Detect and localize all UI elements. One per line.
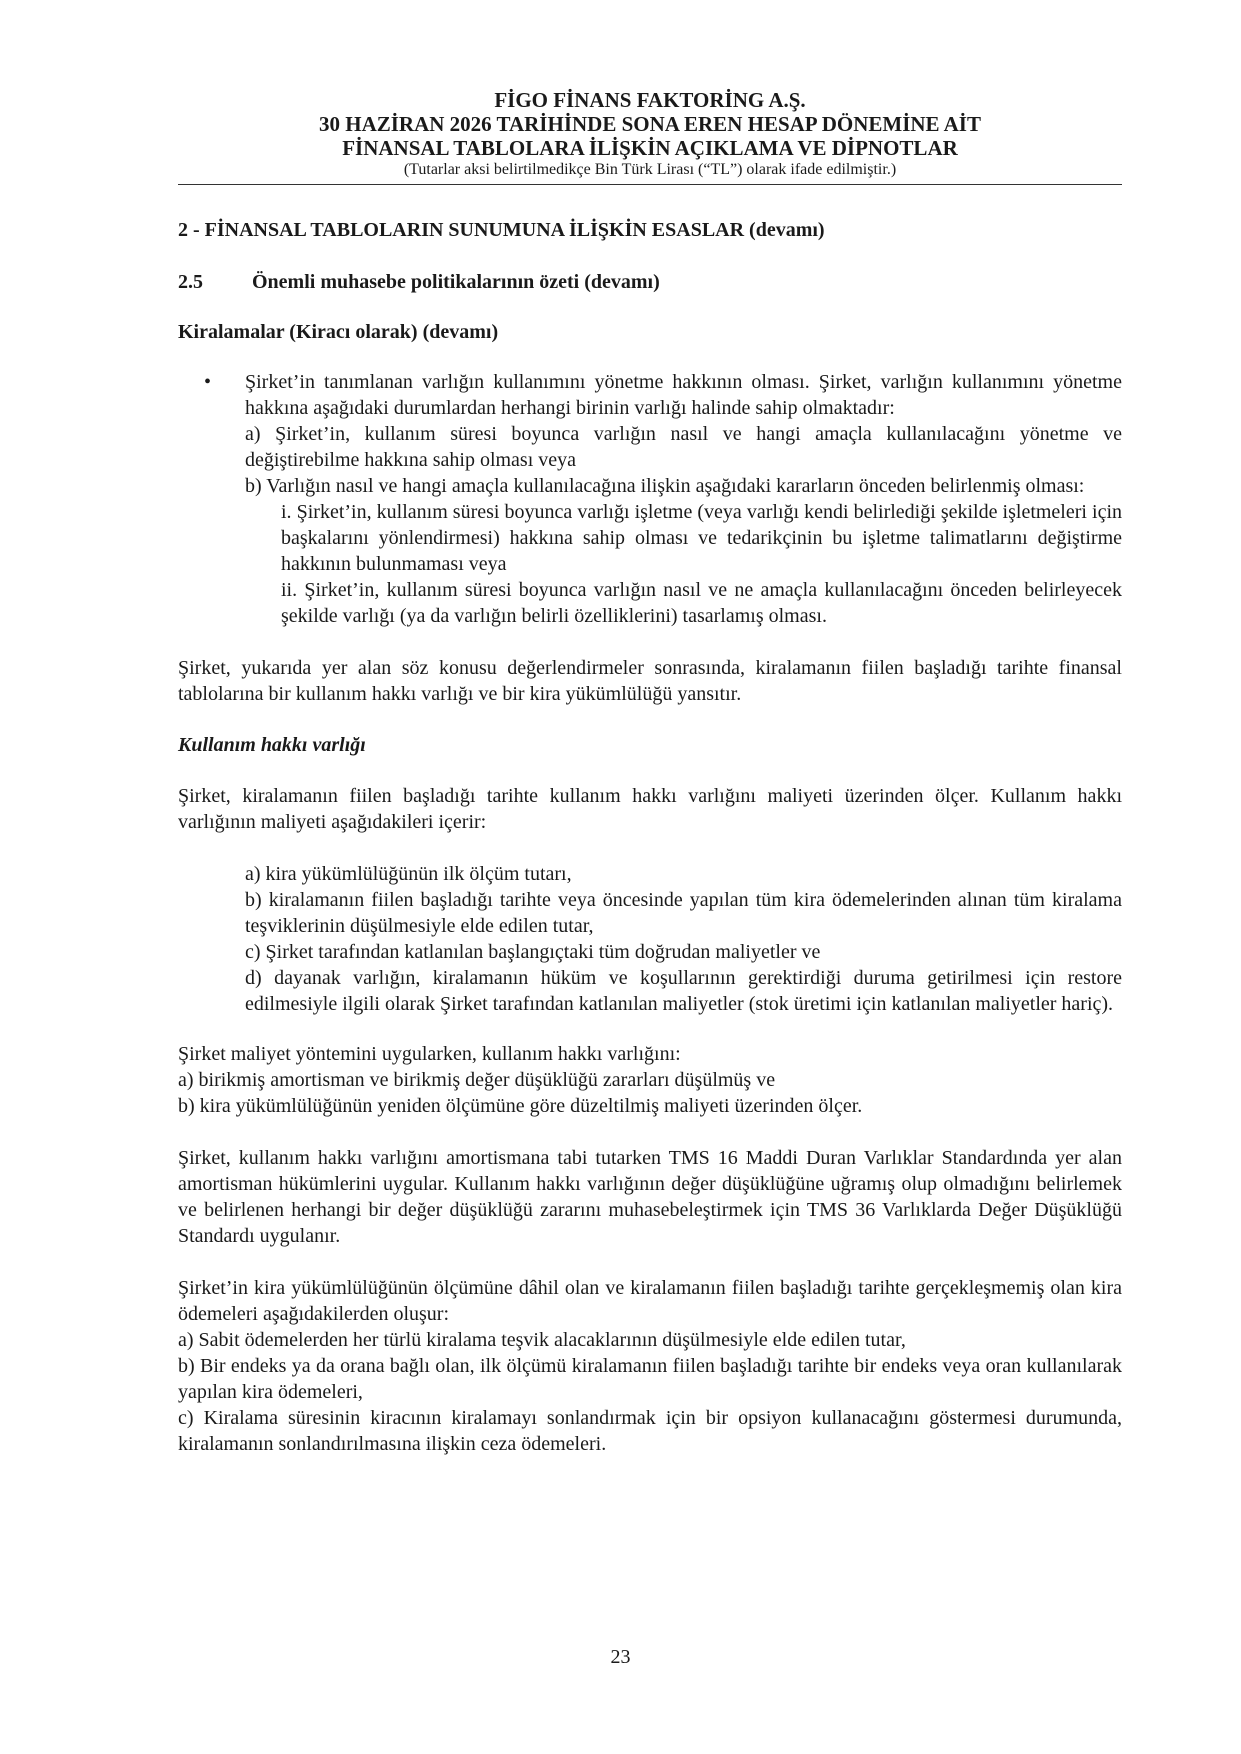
bullet-intro: Şirket’in tanımlanan varlığın kullanımını yönetme hakkının olması. Şirket, varlığın kullanımını yönetme hakkına aşağıdaki durumlardan herhangi birinin varlığı halinde sahip olmaktadır:: [245, 371, 1122, 419]
period-title: 30 HAZİRAN 2026 TARİHİNDE SONA EREN HESAP DÖNEMİNE AİT: [318, 112, 981, 136]
currency-note: (Tutarlar aksi belirtilmedikçe Bin Türk Lirası (“TL”) olarak ifade edilmiştir.): [403, 161, 897, 178]
company-name: FİGO FİNANS FAKTORİNG A.Ş.: [494, 88, 806, 112]
list-item: b) kiralamanın fiilen başladığı tarihte veya öncesinde yapılan tüm kira ödemelerinden alınan tüm kiralama teşviklerinin düşülmesiyle elde edilen tutar,: [245, 889, 1122, 937]
section-heading: 2 - FİNANSAL TABLOLARIN SUNUMUNA İLİŞKİN ESASLAR (devamı): [178, 219, 825, 241]
cost-method-b: b) kira yükümlülüğünün yeniden ölçümüne göre düzeltilmiş maliyeti üzerinden ölçer.: [178, 1095, 863, 1117]
bullet-option-ii: ii. Şirket’in, kullanım süresi boyunca varlığın nasıl ve ne amaçla kullanılacağını önceden belirleyecek şekilde varlığı (ya da varlığın belirli özelliklerini) tasarlamış olması.: [281, 579, 1122, 627]
document-page: [178, 88, 1122, 1457]
liability-item-a: a) Sabit ödemelerden her türlü kiralama teşvik alacaklarının düşülmesiyle elde edilen tutar,: [178, 1329, 906, 1351]
bullet-item: [178, 369, 1122, 629]
bullet-option-a: a) Şirket’in, kullanım süresi boyunca varlığın nasıl ve hangi amaçla kullanılacağını yönetme ve değiştirebilme hakkına sahip olması veya: [245, 423, 1122, 471]
depreciation-paragraph: Şirket, kullanım hakkı varlığını amortismana tabi tutarken TMS 16 Maddi Duran Varlıklar Standardında yer alan amortisman hükümlerini uygular. Kullanım hakkı varlığının değer düşüklüğüne uğramış olup olmadığını belirlemek ve belirlenen herhangi bir değer düşüklüğü zararını muhasebeleştirmek için TMS 36 Varlıklarda Değer Düşüklüğü Standardı uygulanır.: [178, 1147, 1122, 1247]
bullet-sublist: [245, 499, 1122, 629]
document-title: FİNANSAL TABLOLARA İLİŞKİN AÇIKLAMA VE DİPNOTLAR: [342, 136, 958, 160]
bullet-option-i: i. Şirket’in, kullanım süresi boyunca varlığı işletme (veya varlığı kendi belirlediği şekilde işletmeleri için başkalarını yönlendirmesi) hakkına sahip olması ve tedarikçinin bu işletme talimatlarını değiştirme hakkının bulunmaması veya: [281, 501, 1122, 575]
liability-item-b: b) Bir endeks ya da orana bağlı olan, ilk ölçümü kiralamanın fiilen başladığı tarihte bir endeks veya oran kullanılarak yapılan kira ödemeleri,: [178, 1355, 1122, 1403]
liability-item-c: c) Kiralama süresinin kiracının kiralamayı sonlandırmak için bir opsiyon kullanacağını göstermesi durumunda, kiralamanın sonlandırılmasına ilişkin ceza ödemeleri.: [178, 1407, 1122, 1455]
subsection-title: Önemli muhasebe politikalarının özeti (devamı): [252, 271, 660, 293]
cost-method-intro: Şirket maliyet yöntemini uygularken, kullanım hakkı varlığını:: [178, 1043, 681, 1065]
rou-heading: Kullanım hakkı varlığı: [178, 734, 366, 756]
subsection-heading: [178, 270, 1122, 294]
list-item: a) kira yükümlülüğünün ilk ölçüm tutarı,: [245, 863, 572, 885]
bullet-option-b: b) Varlığın nasıl ve hangi amaçla kullanılacağına ilişkin aşağıdaki kararların önceden belirlenmiş olması:: [245, 475, 1085, 497]
rou-cost-list: [178, 861, 1122, 1017]
bullet-icon: •: [204, 371, 212, 393]
page-number: 23: [610, 1646, 631, 1668]
rou-intro: Şirket, kiralamanın fiilen başladığı tarihte kullanım hakkı varlığını maliyeti üzerinden ölçer. Kullanım hakkı varlığının maliyeti aşağıdakileri içerir:: [178, 785, 1122, 833]
list-item: c) Şirket tarafından katlanılan başlangıçtaki tüm doğrudan maliyetler ve: [245, 941, 821, 963]
liability-intro: Şirket’in kira yükümlülüğünün ölçümüne dâhil olan ve kiralamanın fiilen başladığı tarihte gerçekleşmemiş olan kira ödemeleri aşağıdakilerden oluşur:: [178, 1277, 1122, 1325]
header-divider: [178, 184, 1122, 185]
assessment-paragraph: Şirket, yukarıda yer alan söz konusu değerlendirmeler sonrasında, kiralamanın fiilen başladığı tarihte finansal tablolarına bir kullanım hakkı varlığı ve bir kira yükümlülüğü yansıtır.: [178, 657, 1122, 705]
subsection-number: 2.5: [178, 271, 203, 293]
list-item: d) dayanak varlığın, kiralamanın hüküm ve koşullarının gerektirdiği duruma getirilmesi için restore edilmesiyle ilgili olarak Şirket tarafından katlanılan maliyetler (stok üretimi için katlanılan maliyetler hariç).: [245, 967, 1122, 1015]
cost-method-a: a) birikmiş amortisman ve birikmiş değer düşüklüğü zararları düşülmüş ve: [178, 1069, 776, 1091]
topic-heading: Kiralamalar (Kiracı olarak) (devamı): [178, 321, 499, 343]
